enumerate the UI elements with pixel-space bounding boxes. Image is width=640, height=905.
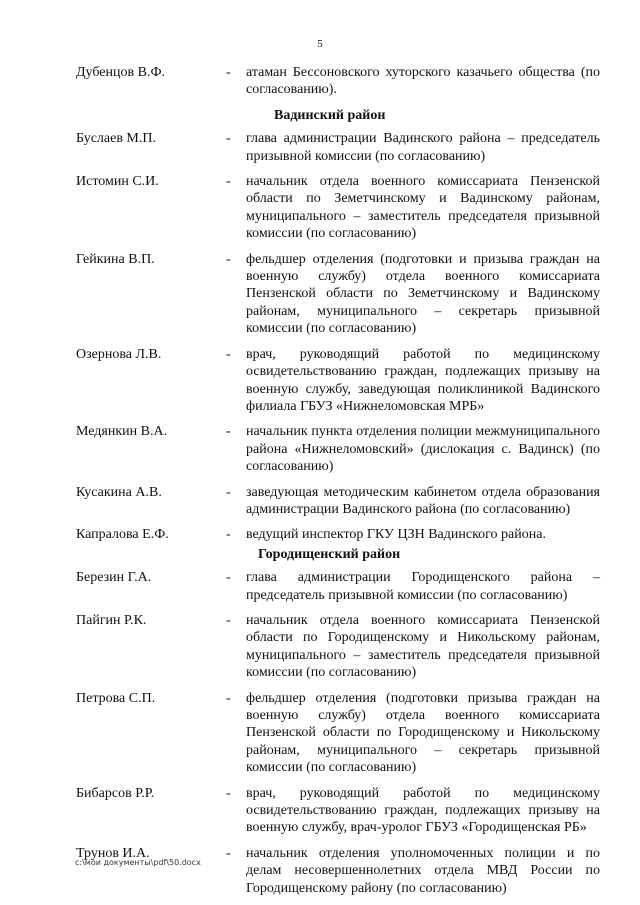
section-heading — [76, 546, 600, 563]
dash: - — [226, 690, 231, 706]
dash: - — [226, 65, 231, 80]
person-name: Медянкин В.А. — [76, 424, 168, 440]
person-role: фельдшер отделения (подготовки призыва граждан на военную службу) отдела военного комиссариата Пензенской области по Городищенскому и Никольскому районам, муниципального – секретарь призывной комиссии (по согласованию) — [246, 690, 600, 776]
list-item — [76, 569, 600, 604]
person-name: Петрова С.П. — [76, 690, 156, 706]
dash: - — [226, 612, 231, 628]
person-name: Гейкина В.П. — [76, 251, 155, 267]
person-role: фельдшер отделения (подготовки и призыва граждан на военную службу) отдела военного комиссариата Пензенской области по Земетчинскому и Вадинскому районам, муниципального – секретарь призывной комиссии (по согласованию) — [246, 251, 600, 337]
person-role: начальник пункта отделения полиции межмуниципального района «Нижнеломовский» (дислокация с. Вадинск) (по согласованию) — [246, 424, 600, 475]
list-item — [76, 64, 600, 99]
dash: - — [226, 785, 231, 801]
person-name: Озернова Л.В. — [76, 346, 162, 362]
person-name: Капралова Е.Ф. — [76, 527, 169, 543]
dash: - — [226, 131, 231, 147]
person-name: Бибарсов Р.Р. — [76, 785, 155, 801]
list-item — [76, 690, 600, 777]
person-name: Березин Г.А. — [76, 570, 152, 586]
list-item — [76, 173, 600, 243]
dash: - — [226, 845, 231, 861]
person-role: ведущий инспектор ГКУ ЦЗН Вадинского района. — [246, 527, 546, 543]
dash: - — [226, 174, 231, 190]
list-item — [76, 251, 600, 338]
person-role: глава администрации Вадинского района – председатель призывной комиссии (по согласованию) — [246, 131, 600, 164]
document-body — [76, 64, 600, 905]
section-title: Вадинский район — [274, 107, 386, 123]
dash: - — [226, 251, 231, 267]
person-role: врач, руководящий работой по медицинскому освидетельствованию граждан, подлежащих призыву на военную службу, заведующая поликлиникой Вадинского филиала ГБУЗ «Нижнеломовская МРБ» — [246, 346, 600, 414]
dash: - — [226, 484, 231, 500]
person-role: начальник отдела военного комиссариата Пензенской области по Городищенскому и Никольскому районам, муниципального – заместитель председателя призывной комиссии (по согласованию) — [246, 612, 600, 681]
person-name: Дубенцов В.Ф. — [76, 65, 166, 80]
list-item — [76, 612, 600, 682]
list-item — [76, 785, 600, 837]
dash: - — [226, 527, 231, 543]
dash: - — [226, 570, 231, 586]
person-role: атаман Бессоновского хуторского казачьего общества (по согласованию). — [246, 65, 600, 98]
dash: - — [226, 424, 231, 440]
person-name: Истомин С.И. — [76, 174, 159, 190]
person-role: начальник отдела военного комиссариата Пензенской области по Земетчинскому и Вадинскому районам, муниципального – заместитель председателя призывной комиссии (по согласованию) — [246, 174, 600, 242]
section-title: Городищенский район — [258, 546, 401, 562]
section-heading — [76, 107, 600, 124]
list-item — [76, 130, 600, 165]
person-role: начальник отделения уполномоченных полиции и по делам несовершеннолетних отдела МВД России по Городищенскому району (по согласованию) — [246, 845, 600, 896]
person-name: Пайгин Р.К. — [76, 612, 147, 628]
person-name: Трунов И.А. — [76, 845, 150, 861]
person-role: врач, руководящий работой по медицинскому освидетельствованию граждан, подлежащих призыву на военную службу, врач-уролог ГБУЗ «Городищенская РБ» — [246, 785, 600, 836]
page-number: 5 — [317, 38, 323, 50]
list-item — [76, 845, 600, 897]
file-path-footer: c:\мои документы\pdf\50.docx — [75, 858, 201, 867]
person-name: Кусакина А.В. — [76, 484, 162, 500]
person-role: заведующая методическим кабинетом отдела образования администрации Вадинского района (по согласованию) — [246, 484, 600, 517]
person-role: глава администрации Городищенского района – председатель призывной комиссии (по согласованию) — [246, 570, 600, 603]
list-item — [76, 423, 600, 475]
dash: - — [226, 346, 231, 362]
person-name: Буслаев М.П. — [76, 131, 156, 147]
list-item — [76, 484, 600, 519]
list-item — [76, 526, 600, 543]
list-item — [76, 346, 600, 416]
